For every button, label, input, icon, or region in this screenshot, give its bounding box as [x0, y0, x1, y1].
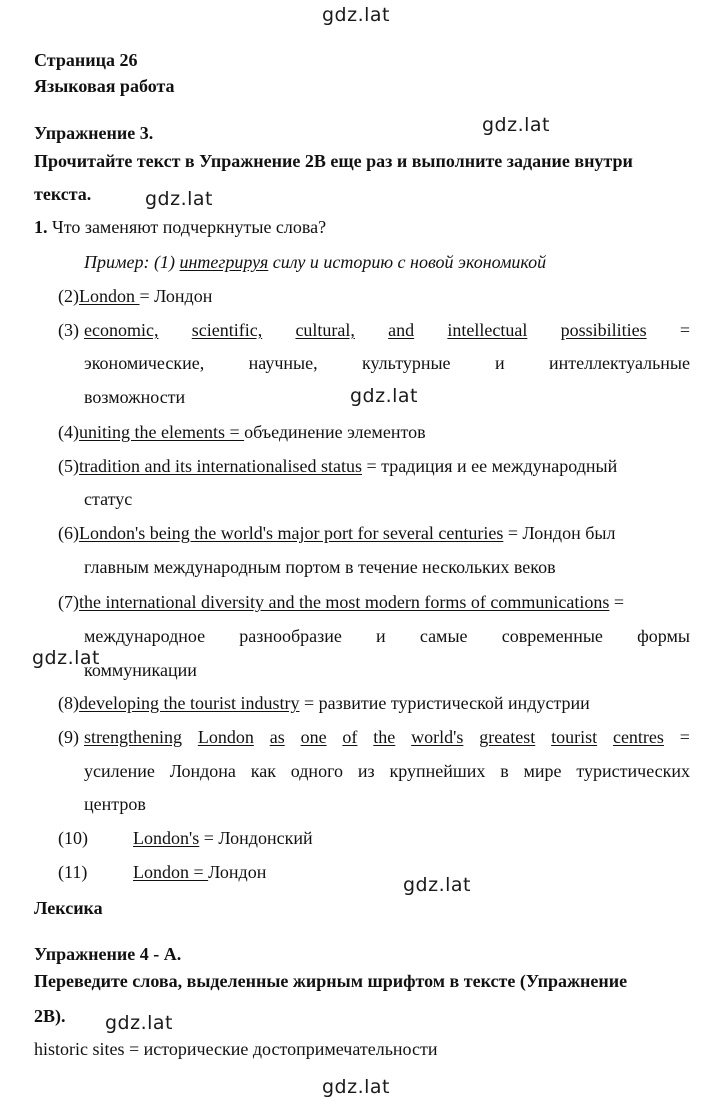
- word: одного: [290, 761, 344, 781]
- list-item: [84, 320, 690, 341]
- answer-line: historic sites = исторические достопримечательности: [34, 1039, 438, 1059]
- word: международное: [84, 626, 206, 646]
- example-rest: силу и историю с новой экономикой: [268, 252, 547, 272]
- item-underlined-word: strengthening: [84, 727, 182, 747]
- item-translation: = Лондон был: [503, 523, 616, 543]
- exercise-task: Прочитайте текст в Упражнение 2В еще раз и выполните задание внутри: [34, 151, 633, 171]
- word: научные,: [248, 353, 318, 373]
- item-translation: = Лондонский: [199, 828, 313, 848]
- item-underlined-word: intellectual: [447, 320, 528, 340]
- item-translation-line: центров: [84, 794, 146, 814]
- item-number: (2): [58, 286, 79, 306]
- item-translation: = традиция и ее международный: [361, 456, 618, 476]
- word: крупнейших: [389, 761, 486, 781]
- item-translation-line: главным международным портом в течение нескольких веков: [84, 557, 556, 577]
- list-item: [58, 592, 624, 613]
- exercise-title: Упражнение 3.: [34, 123, 154, 143]
- item-number: (8): [58, 693, 79, 713]
- item-translation: =: [609, 592, 625, 612]
- word: самые: [419, 626, 468, 646]
- item-underlined-word: economic,: [84, 320, 159, 340]
- item-translation-line: [84, 761, 690, 782]
- section-heading: Языковая работа: [34, 76, 175, 96]
- list-item: [58, 286, 212, 307]
- watermark: gdz.lat: [105, 1012, 174, 1034]
- word: усиление: [84, 761, 155, 781]
- section-heading: Лексика: [34, 898, 103, 918]
- item-translation-line: коммуникации: [84, 660, 197, 680]
- item-underlined-word: greatest: [479, 727, 536, 747]
- word: и: [494, 353, 505, 373]
- list-item: [58, 523, 615, 544]
- list-item: [133, 828, 313, 849]
- item-underlined-word: of: [342, 727, 358, 747]
- item-underlined-word: possibilities: [560, 320, 647, 340]
- item-translation-line: статус: [84, 489, 133, 509]
- item-translation: =: [679, 727, 690, 747]
- item-underlined-word: world's: [411, 727, 464, 747]
- exercise-task: 2B).: [34, 1006, 66, 1026]
- item-underlined-word: tourist: [551, 727, 598, 747]
- item-underlined: the international diversity and the most modern forms of communications: [79, 592, 610, 612]
- watermark: gdz.lat: [403, 874, 472, 896]
- item-underlined: developing the tourist industry: [79, 693, 300, 713]
- item-underlined: London's being the world's major port for several centuries: [79, 523, 504, 543]
- question-text: Что заменяют подчеркнутые слова?: [52, 217, 327, 237]
- exercise-title: Упражнение 4 - А.: [34, 944, 182, 964]
- word: туристических: [576, 761, 690, 781]
- question-number: 1.: [34, 217, 48, 237]
- item-translation: =: [679, 320, 690, 340]
- watermark: gdz.lat: [145, 188, 214, 210]
- word: из: [357, 761, 375, 781]
- item-underlined-word: London: [197, 727, 254, 747]
- word: как: [250, 761, 276, 781]
- item-number: (6): [58, 523, 79, 543]
- word: экономические,: [84, 353, 205, 373]
- item-underlined-word: scientific,: [191, 320, 263, 340]
- question: [34, 217, 326, 238]
- word: интеллектуальные: [548, 353, 690, 373]
- list-item: [58, 422, 426, 443]
- item-number: (5): [58, 456, 79, 476]
- item-number: (10): [58, 828, 88, 848]
- watermark: gdz.lat: [322, 1076, 391, 1098]
- item-underlined-word: cultural,: [295, 320, 355, 340]
- watermark: gdz.lat: [32, 647, 101, 669]
- word: формы: [637, 626, 690, 646]
- word: и: [376, 626, 386, 646]
- item-number: (11): [58, 862, 88, 882]
- item-translation-line: возможности: [84, 387, 186, 407]
- exercise-task: текста.: [34, 184, 92, 204]
- word: Лондона: [169, 761, 236, 781]
- item-underlined: uniting the elements =: [79, 422, 245, 442]
- item-underlined-word: one: [300, 727, 327, 747]
- item-underlined: London: [79, 286, 140, 306]
- word: современные: [501, 626, 603, 646]
- item-underlined-word: centres: [612, 727, 664, 747]
- item-translation-line: [84, 353, 690, 374]
- watermark: gdz.lat: [482, 114, 551, 136]
- word: разнообразие: [239, 626, 342, 646]
- item-number: (3): [58, 320, 79, 340]
- watermark: gdz.lat: [322, 4, 391, 26]
- item-underlined-word: the: [373, 727, 396, 747]
- example-line: [84, 252, 546, 273]
- watermark: gdz.lat: [350, 385, 419, 407]
- item-number: (7): [58, 592, 79, 612]
- list-item: [84, 727, 690, 748]
- item-translation-line: [84, 626, 690, 647]
- item-underlined: London's: [133, 828, 200, 848]
- item-translation: = Лондон: [139, 286, 213, 306]
- list-item: [58, 456, 617, 477]
- list-item: [133, 862, 266, 883]
- item-number: (9): [58, 727, 79, 747]
- exercise-task: Переведите слова, выделенные жирным шрифтом в тексте (Упражнение: [34, 971, 628, 991]
- word: культурные: [361, 353, 451, 373]
- word: в: [500, 761, 509, 781]
- page-title: Страница 26: [34, 50, 138, 70]
- item-underlined-word: and: [388, 320, 415, 340]
- item-translation: Лондон: [208, 862, 267, 882]
- word: мире: [523, 761, 562, 781]
- example-underlined: интегрируя: [179, 252, 269, 272]
- item-number: (4): [58, 422, 79, 442]
- item-translation: объединение элементов: [244, 422, 426, 442]
- item-underlined: tradition and its internationalised status: [79, 456, 362, 476]
- example-prefix: Пример: (1): [84, 252, 180, 272]
- list-item: [58, 693, 590, 714]
- item-underlined-word: as: [269, 727, 285, 747]
- item-translation: = развитие туристической индустрии: [299, 693, 590, 713]
- item-underlined: London =: [133, 862, 209, 882]
